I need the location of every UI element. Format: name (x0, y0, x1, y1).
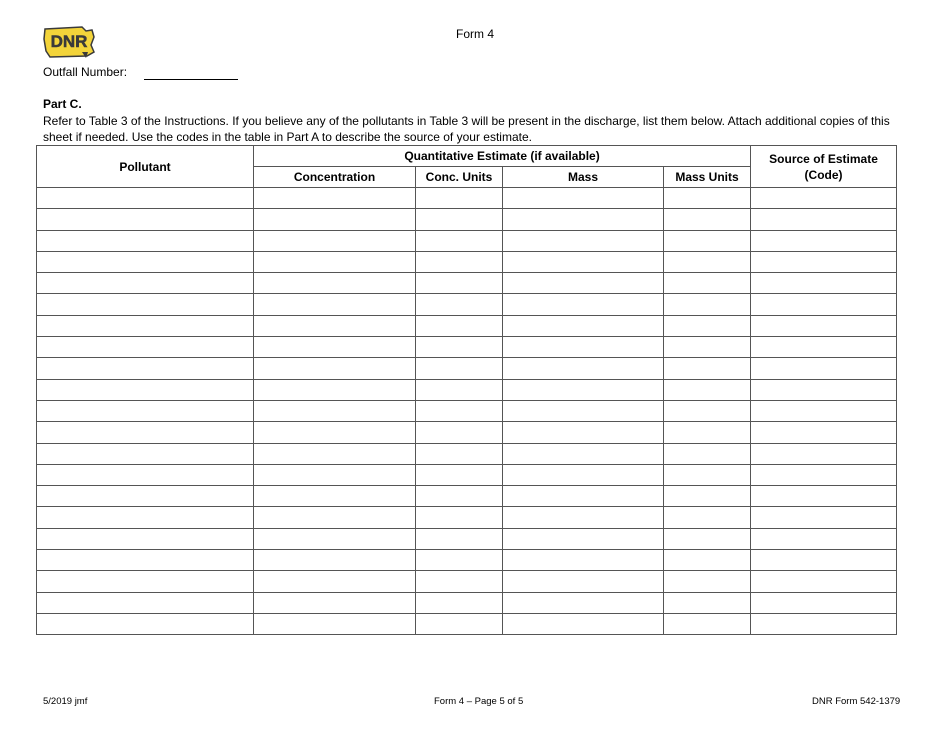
cell-mass[interactable] (503, 550, 664, 571)
cell-mass[interactable] (503, 464, 664, 485)
cell-concentration[interactable] (254, 613, 416, 634)
table-row (37, 571, 897, 592)
header-conc-units: Conc. Units (416, 167, 503, 188)
cell-mass-units[interactable] (664, 464, 751, 485)
cell-source-code[interactable] (751, 528, 897, 549)
cell-pollutant[interactable] (37, 188, 254, 209)
table-row (37, 400, 897, 421)
cell-conc-units[interactable] (416, 294, 503, 315)
cell-concentration[interactable] (254, 230, 416, 251)
pollutant-table (36, 145, 897, 635)
footer-page-number: Form 4 – Page 5 of 5 (434, 696, 524, 707)
cell-concentration[interactable] (254, 188, 416, 209)
table-row (37, 613, 897, 634)
cell-source-code[interactable] (751, 358, 897, 379)
cell-mass-units[interactable] (664, 443, 751, 464)
cell-conc-units[interactable] (416, 464, 503, 485)
cell-source-code[interactable] (751, 209, 897, 230)
table-row (37, 379, 897, 400)
cell-source-code[interactable] (751, 592, 897, 613)
cell-mass[interactable] (503, 507, 664, 528)
header-mass-units: Mass Units (664, 167, 751, 188)
table-row (37, 188, 897, 209)
cell-conc-units[interactable] (416, 379, 503, 400)
cell-concentration[interactable] (254, 550, 416, 571)
header-pollutant: Pollutant (37, 146, 254, 188)
cell-conc-units[interactable] (416, 337, 503, 358)
cell-pollutant[interactable] (37, 507, 254, 528)
header-source-of-estimate: Source of Estimate (Code) (751, 146, 897, 188)
table-row (37, 273, 897, 294)
footer-date: 5/2019 jmf (43, 696, 88, 707)
cell-concentration[interactable] (254, 422, 416, 443)
cell-mass[interactable] (503, 422, 664, 443)
table-row (37, 230, 897, 251)
cell-pollutant[interactable] (37, 571, 254, 592)
cell-mass[interactable] (503, 486, 664, 507)
cell-pollutant[interactable] (37, 528, 254, 549)
cell-pollutant[interactable] (37, 337, 254, 358)
cell-conc-units[interactable] (416, 528, 503, 549)
cell-mass-units[interactable] (664, 337, 751, 358)
cell-pollutant[interactable] (37, 273, 254, 294)
cell-mass[interactable] (503, 209, 664, 230)
footer-form-number: DNR Form 542-1379 (812, 696, 901, 707)
cell-source-code[interactable] (751, 188, 897, 209)
outfall-number-field[interactable] (144, 79, 238, 80)
cell-pollutant[interactable] (37, 230, 254, 251)
cell-mass[interactable] (503, 188, 664, 209)
cell-mass-units[interactable] (664, 592, 751, 613)
cell-mass-units[interactable] (664, 315, 751, 336)
table-row (37, 592, 897, 613)
cell-source-code[interactable] (751, 315, 897, 336)
cell-source-code[interactable] (751, 464, 897, 485)
cell-concentration[interactable] (254, 294, 416, 315)
cell-source-code[interactable] (751, 486, 897, 507)
cell-concentration[interactable] (254, 592, 416, 613)
cell-conc-units[interactable] (416, 592, 503, 613)
svg-text:DNR: DNR (50, 32, 88, 51)
cell-mass[interactable] (503, 358, 664, 379)
cell-mass-units[interactable] (664, 613, 751, 634)
header-quantitative-estimate: Quantitative Estimate (if available) (254, 146, 751, 167)
cell-mass-units[interactable] (664, 230, 751, 251)
cell-mass-units[interactable] (664, 550, 751, 571)
cell-pollutant[interactable] (37, 209, 254, 230)
cell-concentration[interactable] (254, 443, 416, 464)
cell-conc-units[interactable] (416, 230, 503, 251)
cell-pollutant[interactable] (37, 358, 254, 379)
cell-conc-units[interactable] (416, 209, 503, 230)
cell-mass-units[interactable] (664, 251, 751, 272)
cell-mass[interactable] (503, 528, 664, 549)
cell-pollutant[interactable] (37, 422, 254, 443)
cell-mass-units[interactable] (664, 379, 751, 400)
cell-concentration[interactable] (254, 337, 416, 358)
cell-concentration[interactable] (254, 486, 416, 507)
header-mass: Mass (503, 167, 664, 188)
table-row (37, 315, 897, 336)
table-row (37, 507, 897, 528)
cell-pollutant[interactable] (37, 251, 254, 272)
cell-mass-units[interactable] (664, 273, 751, 294)
cell-mass-units[interactable] (664, 294, 751, 315)
table-row (37, 443, 897, 464)
table-row (37, 358, 897, 379)
cell-conc-units[interactable] (416, 613, 503, 634)
cell-source-code[interactable] (751, 337, 897, 358)
cell-conc-units[interactable] (416, 507, 503, 528)
cell-mass[interactable] (503, 379, 664, 400)
dnr-logo (42, 25, 96, 59)
cell-conc-units[interactable] (416, 400, 503, 421)
outfall-number-label: Outfall Number: (43, 65, 128, 79)
cell-mass[interactable] (503, 315, 664, 336)
cell-conc-units[interactable] (416, 550, 503, 571)
cell-pollutant[interactable] (37, 379, 254, 400)
cell-mass-units[interactable] (664, 422, 751, 443)
cell-mass-units[interactable] (664, 486, 751, 507)
cell-mass[interactable] (503, 294, 664, 315)
cell-mass[interactable] (503, 251, 664, 272)
cell-pollutant[interactable] (37, 400, 254, 421)
part-instructions: Refer to Table 3 of the Instructions. If you believe any of the pollutants in Table 3 will be present in the discharge, list them below. Attach additional copies of this sheet if needed. Use the codes in the table in Part A to describe the source of your estimate. (43, 114, 890, 144)
form-title: Form 4 (456, 27, 495, 41)
cell-concentration[interactable] (254, 209, 416, 230)
cell-concentration[interactable] (254, 251, 416, 272)
cell-pollutant[interactable] (37, 315, 254, 336)
cell-mass-units[interactable] (664, 358, 751, 379)
cell-pollutant[interactable] (37, 294, 254, 315)
cell-mass-units[interactable] (664, 209, 751, 230)
table-row (37, 251, 897, 272)
cell-pollutant[interactable] (37, 592, 254, 613)
table-row (37, 294, 897, 315)
cell-source-code[interactable] (751, 571, 897, 592)
cell-pollutant[interactable] (37, 550, 254, 571)
table-row (37, 486, 897, 507)
cell-conc-units[interactable] (416, 422, 503, 443)
cell-mass-units[interactable] (664, 188, 751, 209)
table-row (37, 464, 897, 485)
table-row (37, 209, 897, 230)
cell-source-code[interactable] (751, 507, 897, 528)
cell-conc-units[interactable] (416, 358, 503, 379)
cell-mass-units[interactable] (664, 571, 751, 592)
cell-mass[interactable] (503, 592, 664, 613)
cell-concentration[interactable] (254, 507, 416, 528)
cell-mass[interactable] (503, 613, 664, 634)
cell-concentration[interactable] (254, 464, 416, 485)
cell-mass[interactable] (503, 571, 664, 592)
cell-mass-units[interactable] (664, 507, 751, 528)
cell-pollutant[interactable] (37, 486, 254, 507)
cell-source-code[interactable] (751, 443, 897, 464)
cell-source-code[interactable] (751, 294, 897, 315)
cell-conc-units[interactable] (416, 273, 503, 294)
cell-conc-units[interactable] (416, 486, 503, 507)
cell-concentration[interactable] (254, 400, 416, 421)
cell-pollutant[interactable] (37, 443, 254, 464)
header-concentration: Concentration (254, 167, 416, 188)
cell-mass[interactable] (503, 443, 664, 464)
cell-source-code[interactable] (751, 230, 897, 251)
cell-concentration[interactable] (254, 571, 416, 592)
cell-conc-units[interactable] (416, 571, 503, 592)
cell-mass[interactable] (503, 400, 664, 421)
cell-pollutant[interactable] (37, 613, 254, 634)
cell-mass[interactable] (503, 230, 664, 251)
cell-source-code[interactable] (751, 379, 897, 400)
cell-concentration[interactable] (254, 528, 416, 549)
cell-concentration[interactable] (254, 315, 416, 336)
cell-source-code[interactable] (751, 251, 897, 272)
cell-mass-units[interactable] (664, 528, 751, 549)
cell-mass-units[interactable] (664, 400, 751, 421)
table-row (37, 528, 897, 549)
table-row (37, 337, 897, 358)
cell-conc-units[interactable] (416, 251, 503, 272)
cell-mass[interactable] (503, 273, 664, 294)
cell-source-code[interactable] (751, 400, 897, 421)
cell-mass[interactable] (503, 337, 664, 358)
cell-concentration[interactable] (254, 358, 416, 379)
cell-source-code[interactable] (751, 273, 897, 294)
table-row (37, 550, 897, 571)
part-heading: Part C. (43, 97, 82, 111)
cell-pollutant[interactable] (37, 464, 254, 485)
cell-source-code[interactable] (751, 550, 897, 571)
cell-source-code[interactable] (751, 613, 897, 634)
cell-concentration[interactable] (254, 379, 416, 400)
cell-conc-units[interactable] (416, 188, 503, 209)
cell-source-code[interactable] (751, 422, 897, 443)
cell-conc-units[interactable] (416, 443, 503, 464)
cell-conc-units[interactable] (416, 315, 503, 336)
cell-concentration[interactable] (254, 273, 416, 294)
table-row (37, 422, 897, 443)
